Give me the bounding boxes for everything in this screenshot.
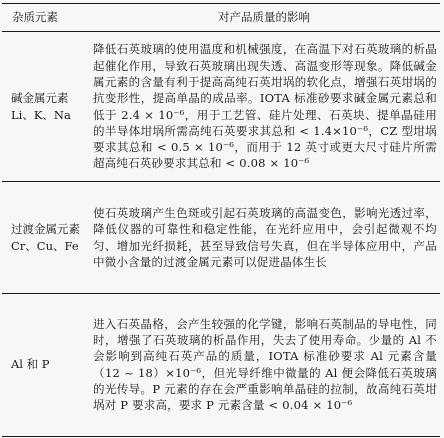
table-row	[2, 294, 440, 437]
header-row	[2, 4, 440, 32]
impurity-element-cell: 过渡金属元素 Cr、Cu、Fe	[2, 182, 88, 294]
effect-description-cell: 降低石英玻璃的使用温度和机械强度，在高温下对石英玻璃的析晶起催化作用，导致石英玻璃出现失透、高温变形等现象。降低碱金属元素的含量有利于提高高纯石英坩埚的软化点，增强石英坩埚的抗变形性，提高单晶的成品率。IOTA 标准砂要求碱金属元素总和低于 2.4 × 10⁻⁶，用于工艺管、硅片处理、石英块、提单晶硅用的半导体坩埚所需高纯石英要求其总和 < 1.4×10⁻⁶，CZ 型坩埚要求其总和 < 0.5 × 10⁻⁶，而用于 12 英寸或更大尺寸硅片所需超高纯石英砂要求其总和 < 0.08 × 10⁻⁶	[88, 32, 440, 182]
effect-description-cell: 进入石英晶格，会产生较强的化学键，影响石英制品的导电性，同时，增强了石英玻璃的析晶作用，失去了使用寿命。少量的 Al 不会影响到高纯石英产品的质量，IOTA 标准砂要求 Al 元素含量（12 ~ 18）×10⁻⁶，但光导纤维中微量的 Al 便会降低石英玻璃的光传导。P 元素的存在会严重影响单晶硅的拉制，故高纯石英坩埚对 P 要求高，要求 P 元素含量 < 0.04 × 10⁻⁶	[88, 294, 440, 437]
effect-description-cell: 使石英玻璃产生色斑或引起石英玻璃的高温变色，影响光透过率，降低仪器的可靠性和稳定性能，在光纤应用中，会引起微观不均匀、增加光纤损耗，甚至导致信号失真，但在半导体应用中，产品中微小含量的过渡金属元素可以促进晶体生长	[88, 182, 440, 294]
table-header	[2, 4, 440, 32]
impurity-element-cell: 碱金属元素 Li、K、Na	[2, 32, 88, 182]
impurity-effects-table	[2, 3, 440, 437]
header-impurity-element: 杂质元素	[2, 4, 88, 32]
header-effect-on-quality: 对产品质量的影响	[88, 4, 440, 32]
impurity-element-cell: Al 和 P	[2, 294, 88, 437]
table-row	[2, 32, 440, 182]
table-body	[2, 32, 440, 437]
table-row	[2, 182, 440, 294]
